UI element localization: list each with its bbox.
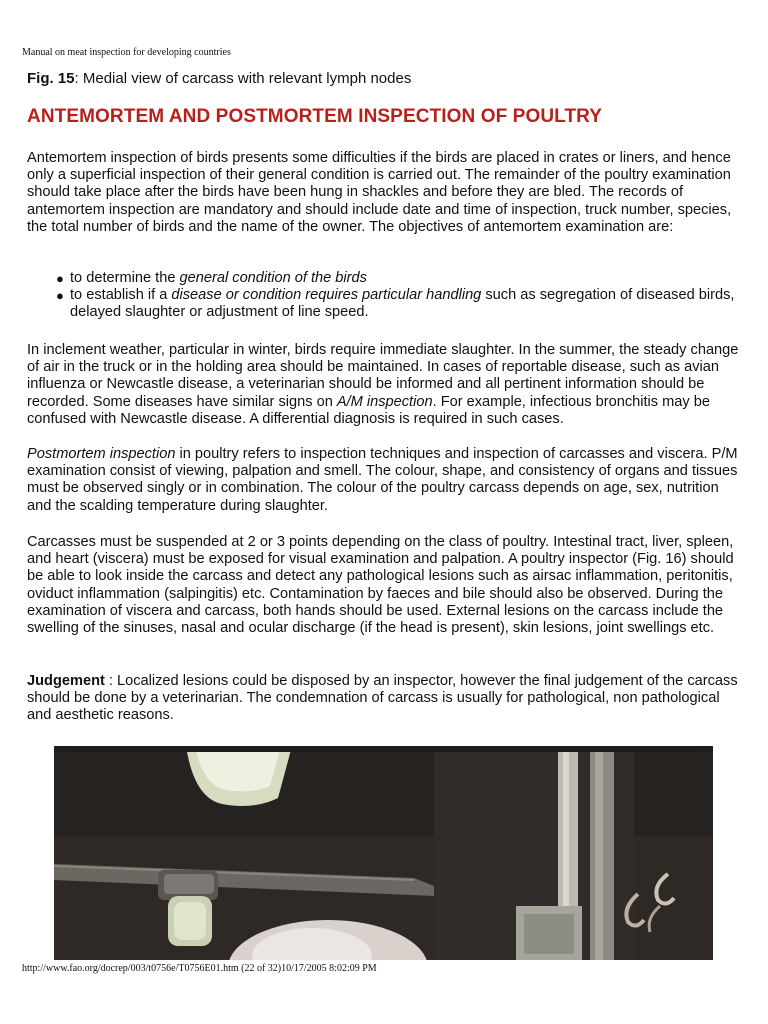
figure-caption-text: : Medial view of carcass with relevant lymph nodes [74,70,412,87]
paragraph-postmortem [27,446,743,515]
paragraph-text: . For example, infectious bronchitis may be confused with Newcastle disease. A differential diagnosis is required in such cases. [27,393,710,427]
list-item-lead: to establish if a [70,287,172,304]
paragraph-inclement-weather [27,342,743,428]
paragraph-carcass-suspension: Carcasses must be suspended at 2 or 3 points depending on the class of poultry. Intestinal tract, liver, spleen, and heart (viscera) must be exposed for visual examination and palpation. A poultry inspector (Fig. 16) should be able to look inside the carcass and detect any pathological lesions such as airsac inflammation, peritonitis, oviduct inflammation (salpingitis) etc. Contamination by faeces and bile should also be observed. During the examination of viscera and carcass, both hands should be used. External lesions on the carcass include the swelling of the sinuses, nasal and ocular discharge (if the head is present), skin lesions, joint swellings etc. [27,534,734,637]
list-item-emphasis: disease or condition requires particular handling [171,287,482,304]
list-item [27,270,743,287]
paragraph-text: : Localized lesions could be disposed by an inspector, however the final judgement of the carcass should be done by a veterinarian. The condemnation of carcass is usually for pathological, non pathological and aesthetic reasons. [27,673,738,724]
figure-label: Fig. 15 [27,70,75,87]
poultry-inspection-photo [54,746,713,960]
objectives-list [27,270,743,322]
bullet-icon: ● [56,288,64,304]
section-title: ANTEMORTEM AND POSTMORTEM INSPECTION OF POULTRY [27,106,603,127]
paragraph-antemortem-intro: Antemortem inspection of birds presents some difficulties if the birds are placed in crates or liners, and hence only a superficial inspection of their general condition is carried out. The remainder of the poultry examination should take place after the birds have been hung in shackles and before they are bled. The records of antemortem inspection are mandatory and should include date and time of inspection, truck number, species, the total number of birds and the name of the owner. The objectives of antemortem examination are: [27,150,732,235]
paragraph-emphasis: A/M inspection [336,393,433,410]
judgement-label: Judgement [27,673,105,689]
list-item-lead: to determine the [70,270,180,286]
paragraph-text: In inclement weather, particular in winter, birds require immediate slaughter. In the summer, the steady change of air in the truck or in the holding area should be maintained. In cases of reportable disease, such as avian influenza or Newcastle disease, a veterinarian should be informed and all pertinent information should be recorded. Some diseases have similar signs on [27,342,739,410]
running-header: Manual on meat inspection for developing countries [22,47,231,58]
paragraph-text: in poultry refers to inspection techniques and inspection of carcasses and viscera. P/M examination consist of viewing, palpation and smell. The colour, shape, and consistency of organs and tissues must be observed singly or in combination. The colour of the poultry carcass depends on age, sex, nutrition and the scalding temperature during slaughter. [27,446,738,514]
list-item-emphasis: general condition of the birds [179,270,367,286]
figure-caption [27,70,411,87]
paragraph-judgement [27,673,743,725]
running-footer: http://www.fao.org/docrep/003/t0756e/T0756E01.htm (22 of 32)10/17/2005 8:02:09 PM [22,963,377,974]
bullet-icon: ● [56,271,64,286]
list-item [27,287,743,321]
list-item-rest: such as segregation of diseased birds, delayed slaughter or adjustment of line speed. [70,287,735,321]
paragraph-emphasis: Postmortem inspection [27,446,176,462]
